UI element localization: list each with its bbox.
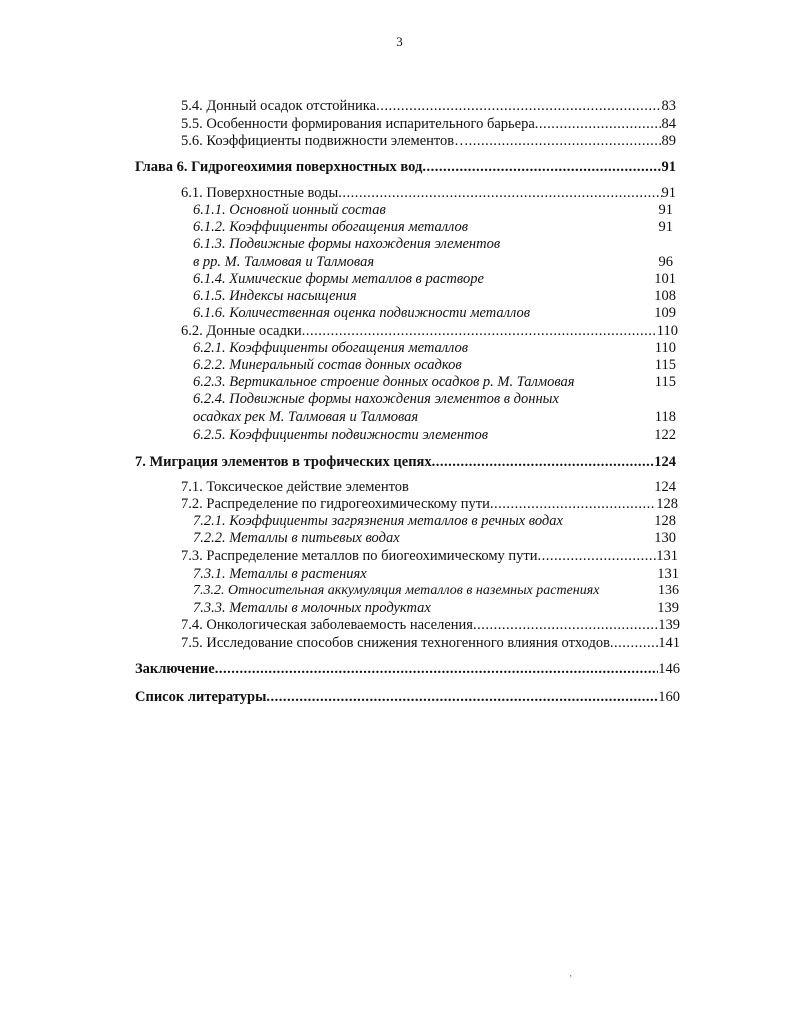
toc-entry-title: 7.3.1. Металлы в растениях: [193, 566, 367, 582]
toc-entry-page: 124: [654, 479, 676, 495]
scan-speck: ‚: [569, 968, 573, 979]
leader-dots: [266, 688, 658, 706]
toc-entry-title: 6.2.2. Минеральный состав донных осадков: [193, 357, 462, 373]
toc-entry-page: 91: [661, 159, 676, 175]
toc-entry-title: 7.1. Токсическое действие элементов: [181, 479, 409, 495]
toc-entry-title: 7.2. Распределение по гидрогеохимическому пути: [181, 496, 490, 512]
toc-entry[interactable]: [181, 634, 680, 652]
toc-entry-page: 130: [654, 530, 676, 546]
toc-entry-title: 6.1.2. Коэффициенты обогащения металлов: [193, 219, 469, 235]
toc-entry-page: 124: [654, 454, 676, 470]
toc-entry-title: 7.3.3. Металлы в молочных продуктах: [193, 600, 431, 616]
toc-entry-title: 5.6. Коэффициенты подвижности элементов…: [181, 133, 469, 149]
toc-subentry[interactable]: [193, 304, 676, 322]
toc-subentry[interactable]: [193, 235, 673, 253]
toc-entry-page: 122: [654, 427, 676, 443]
toc-entry-page: 128: [654, 513, 676, 529]
toc-subentry[interactable]: [193, 426, 676, 444]
toc-subentry[interactable]: [193, 356, 676, 374]
toc-subentry[interactable]: [193, 565, 679, 583]
page-number: 3: [396, 34, 403, 49]
toc-subentry-continuation[interactable]: [193, 408, 676, 426]
toc-entry-title: 5.5. Особенности формирования испарительного барьера: [181, 116, 535, 132]
toc-subentry[interactable]: [193, 373, 676, 391]
toc-chapter-entry[interactable]: [135, 453, 676, 471]
toc-entry-title: Заключение: [135, 661, 215, 677]
toc-subentry[interactable]: [193, 512, 676, 530]
toc-entry-page: 91: [661, 185, 676, 201]
toc-entry-page: 83: [661, 98, 676, 114]
toc-entry[interactable]: [181, 616, 680, 634]
toc-entry-title: 7.3.2. Относительная аккумуляция металлов в наземных растениях: [193, 583, 600, 598]
toc-entry-page: 160: [658, 689, 680, 705]
toc-subentry[interactable]: [193, 390, 676, 408]
toc-entry[interactable]: [181, 115, 676, 133]
toc-entry-page: 131: [656, 548, 678, 564]
toc-entry-page: 101: [654, 271, 676, 287]
toc-entry-page: 139: [657, 600, 679, 616]
toc-subentry[interactable]: [193, 287, 676, 305]
leader-dots: [215, 660, 659, 678]
toc-entry-title: 7.3. Распределение металлов по биогеохимическому пути: [181, 548, 538, 564]
toc-entry-title: 6.1.6. Количественная оценка подвижности металлов: [193, 305, 531, 321]
toc-entry-page: 109: [654, 305, 676, 321]
toc-entry[interactable]: [181, 184, 676, 202]
leader-dots: [376, 97, 661, 115]
toc-subentry[interactable]: [193, 599, 679, 617]
leader-dots: [490, 495, 656, 513]
toc-entry-title: 6.1.3. Подвижные формы нахождения элементов: [193, 236, 501, 252]
toc-entry[interactable]: [181, 97, 676, 115]
toc-entry[interactable]: [181, 478, 676, 496]
leader-dots: [473, 616, 658, 634]
toc-entry-title: 7.5. Исследование способов снижения техногенного влияния отходов: [181, 635, 610, 651]
toc-entry-title: 6.2.1. Коэффициенты обогащения металлов: [193, 340, 469, 356]
toc-entry-page: 118: [654, 409, 676, 425]
toc-entry-title: в рр. М. Талмовая и Талмовая: [193, 254, 375, 270]
toc-entry-title: 7. Миграция элементов в трофических цепях: [135, 454, 432, 470]
toc-subentry[interactable]: [193, 339, 676, 357]
toc-entry-page: 139: [658, 617, 680, 633]
leader-dots: [302, 322, 657, 340]
toc-entry-title: 6.2.4. Подвижные формы нахождения элементов в донных: [193, 391, 559, 407]
leader-dots: [432, 453, 655, 471]
toc-entry-title: 5.4. Донный осадок отстойника: [181, 98, 377, 114]
toc-entry-page: 115: [654, 374, 676, 390]
toc-entry-page: 110: [654, 340, 676, 356]
toc-entry-page: 110: [656, 323, 678, 339]
toc-entry-title: 6.1. Поверхностные воды: [181, 185, 339, 201]
toc-entry-page: 146: [658, 661, 680, 677]
toc-entry-page: 91: [658, 202, 673, 218]
leader-dots: [338, 184, 661, 202]
toc-entry-page: 96: [658, 254, 673, 270]
toc-subentry[interactable]: [193, 270, 676, 288]
leader-dots: [535, 115, 662, 133]
toc-subentry[interactable]: [193, 218, 673, 236]
toc-entry-title: 6.1.5. Индексы насыщения: [193, 288, 357, 304]
toc-entry-title: 6.2.3. Вертикальное строение донных осадков р. М. Талмовая: [193, 374, 575, 390]
toc-subentry[interactable]: [193, 529, 676, 547]
toc-chapter-entry[interactable]: [135, 688, 680, 706]
toc-entry-page: 128: [656, 496, 678, 512]
toc-entry-title: осадках рек М. Талмовая и Талмовая: [193, 409, 419, 425]
toc-entry-page: 89: [661, 133, 676, 149]
toc-entry[interactable]: [181, 547, 678, 565]
toc-entry-page: 131: [657, 566, 679, 582]
toc-entry-page: 115: [654, 357, 676, 373]
toc-entry-title: Список литературы: [135, 689, 267, 705]
leader-dots: [469, 132, 662, 150]
toc-entry[interactable]: [181, 132, 676, 150]
leader-dots: [422, 158, 661, 176]
toc-entry-page: 91: [658, 219, 673, 235]
toc-entry-title: 6.2. Донные осадки: [181, 323, 302, 339]
toc-entry-title: 6.1.1. Основной ионный состав: [193, 202, 386, 218]
toc-entry-page: 136: [658, 583, 679, 598]
toc-entry-title: 6.1.4. Химические формы металлов в растворе: [193, 271, 484, 287]
toc-subentry-continuation[interactable]: [193, 253, 673, 271]
toc-entry-title: 6.2.5. Коэффициенты подвижности элементов: [193, 427, 489, 443]
toc-entry-page: 84: [661, 116, 676, 132]
toc-chapter-entry[interactable]: [135, 158, 676, 176]
toc-entry[interactable]: [181, 322, 678, 340]
toc-entry-page: 141: [658, 635, 680, 651]
toc-entry[interactable]: [181, 495, 678, 513]
toc-chapter-entry[interactable]: [135, 660, 680, 678]
toc-entry-page: 108: [654, 288, 676, 304]
toc-subentry[interactable]: [193, 582, 679, 600]
toc-entry-title: 7.4. Онкологическая заболеваемость населения: [181, 617, 473, 633]
leader-dots: [610, 634, 658, 652]
toc-entry-title: 7.2.2. Металлы в питьевых водах: [193, 530, 400, 546]
toc-subentry[interactable]: [193, 201, 673, 219]
toc-entry-title: Глава 6. Гидрогеохимия поверхностных вод: [135, 159, 423, 175]
toc-entry-title: 7.2.1. Коэффициенты загрязнения металлов в речных водах: [193, 513, 563, 529]
leader-dots: [538, 547, 657, 565]
